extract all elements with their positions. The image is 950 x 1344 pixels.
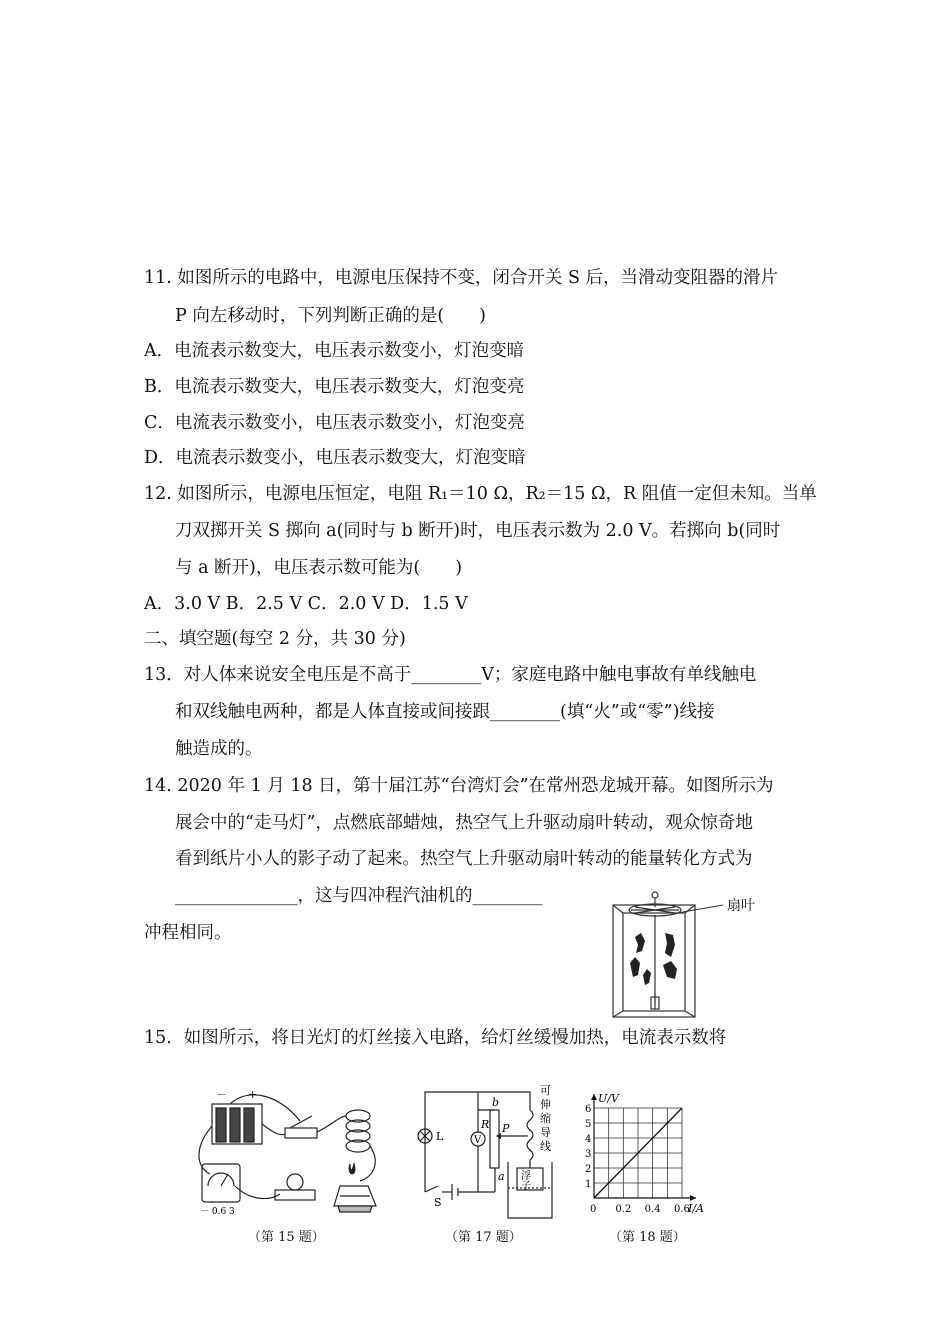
lamp-label: L xyxy=(436,1130,444,1143)
y-axis-label: U/V xyxy=(598,1092,619,1105)
terminal-a-label: a xyxy=(498,1170,505,1183)
q13-line2: 和双线触电两种，都是人体直接或间接跟________(填“火”或“零”)线接 xyxy=(175,702,715,722)
wire-char-1: 可 xyxy=(540,1084,551,1097)
q15-line1: 15．如图所示，将日光灯的灯丝接入电路，给灯丝缓慢加热，电流表示数将 xyxy=(144,1028,727,1048)
q14-line5: 冲程相同。 xyxy=(144,923,232,943)
q12-stem-line1: 12. 如图所示，电源电压恒定，电阻 R₁＝10 Ω，R₂＝15 Ω，R 阻值一定但未知。当单 xyxy=(144,484,817,504)
battery-minus-label: － xyxy=(216,1088,227,1101)
fig18-chart xyxy=(578,1090,708,1220)
lantern-figure xyxy=(605,885,775,1020)
x-axis-arrow xyxy=(690,1195,696,1201)
voltmeter-label: V xyxy=(474,1135,482,1146)
fan-blade-pointer xyxy=(677,905,723,913)
fig15-diagram xyxy=(190,1086,390,1221)
fig17-caption: （第 17 题） xyxy=(445,1230,522,1245)
q14-line1: 14. 2020 年 1 月 18 日，第十届江苏“台湾灯会”在常州恐龙城开幕。如图所示为 xyxy=(144,776,774,796)
fig15-caption: （第 15 题） xyxy=(248,1230,325,1245)
q11-option-c: C．电流表示数变小，电压表示数变小，灯泡变亮 xyxy=(144,413,525,433)
float-char-1: 浮 xyxy=(521,1171,531,1182)
q13-line1: 13．对人体来说安全电压是不高于________V；家庭电路中触电事故有单线触电 xyxy=(144,665,757,685)
q13-line3: 触造成的。 xyxy=(175,739,263,759)
q14-line4: ______________，这与四冲程汽油机的________ xyxy=(175,886,543,906)
wire-char-4: 导 xyxy=(540,1126,551,1139)
q11-option-b: B．电流表示数变大，电压表示数变大，灯泡变亮 xyxy=(144,377,525,397)
wire-char-3: 缩 xyxy=(540,1112,551,1125)
q12-stem-line2: 刀双掷开关 S 掷向 a(同时与 b 断开)时，电压表示数为 2.0 V。若掷向 b(同时 xyxy=(175,521,781,541)
y-tick-label: 2 xyxy=(585,1164,592,1175)
y-tick-label: 3 xyxy=(585,1149,592,1160)
y-tick-label: 6 xyxy=(585,1104,592,1115)
q11-stem-line2: P 向左移动时，下列判断正确的是( ) xyxy=(175,306,486,326)
wire-char-2: 伸 xyxy=(540,1098,551,1111)
fan-blade-label: 扇叶 xyxy=(727,898,755,914)
y-axis-arrow xyxy=(591,1094,597,1100)
float-char-2: 子 xyxy=(521,1181,531,1192)
fig17-diagram xyxy=(410,1080,565,1225)
terminal-b-label: b xyxy=(492,1096,500,1109)
fig18-caption: （第 18 题） xyxy=(609,1230,686,1245)
y-tick-label: 1 xyxy=(585,1179,592,1190)
q14-line3: 看到纸片小人的影子动了起来。热空气上升驱动扇叶转动的能量转化方式为 xyxy=(175,849,753,869)
slider-p-label: P xyxy=(502,1122,510,1135)
q12-options: A．3.0 V B．2.5 V C．2.0 V D．1.5 V xyxy=(144,594,468,614)
switch-s-label: S xyxy=(434,1196,442,1209)
rheostat-label: R xyxy=(481,1118,490,1131)
q11-option-a: A．电流表示数变大，电压表示数变小，灯泡变暗 xyxy=(144,341,525,361)
y-tick-label: 5 xyxy=(585,1119,592,1130)
section-heading: 二、填空题(每空 2 分，共 30 分) xyxy=(144,629,406,649)
x-tick-label: 0.4 xyxy=(644,1204,661,1215)
x-axis-label: I/A xyxy=(688,1202,704,1215)
q11-stem-line1: 11. 如图所示的电路中，电源电压保持不变，闭合开关 S 后，当滑动变阻器的滑片 xyxy=(144,268,779,288)
x-tick-label: 0.2 xyxy=(615,1204,632,1215)
x-tick-label: 0 xyxy=(590,1204,597,1215)
battery-plus-label: + xyxy=(248,1088,258,1101)
y-tick-label: 4 xyxy=(585,1134,592,1145)
ammeter-scale-label: － 0.6 3 xyxy=(200,1207,235,1217)
q14-line2: 展会中的“走马灯”，点燃底部蜡烛，热空气上升驱动扇叶转动，观众惊奇地 xyxy=(175,813,753,833)
q12-stem-line3: 与 a 断开)，电压表示数可能为( ) xyxy=(175,558,463,578)
wire-char-5: 线 xyxy=(540,1140,551,1153)
q11-option-d: D．电流表示数变小，电压表示数变大，灯泡变暗 xyxy=(144,448,526,468)
x-tick-label: 0.6 xyxy=(674,1204,690,1215)
